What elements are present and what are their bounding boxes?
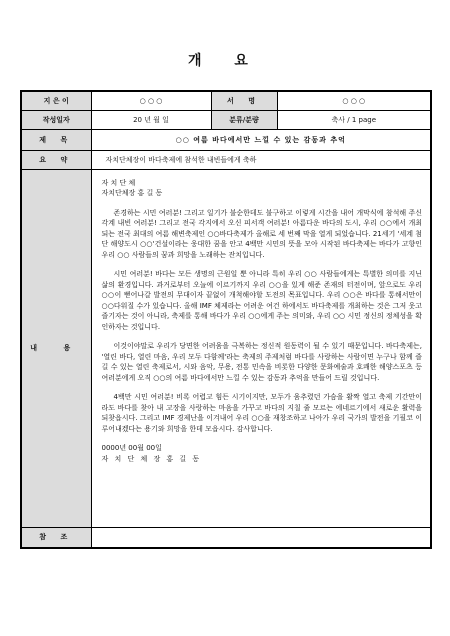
subject-value[interactable]: ○○ 여름 바다에서만 느낄 수 있는 감동과 추억 — [91, 129, 431, 150]
subject-label: 제 목 — [21, 129, 91, 150]
content-paragraph: 시민 여러분! 바다는 모든 생명의 근원일 뿐 아니라 특히 우리 ○○ 사람들에게는 특별한 의미를 지닌 삶의 환경입니다. 과거로부터 오늘에 이르기까지 우리 ○○을 있게 해준 존재의 터전이며, 앞으로도 우리 ○○이 뻗어나갈 발전의 무대이자 끝없이 개척해야할 도전의 목표입니다. 우리 ○○은 바다를 통해서만이 ○○다워질 수가 있습니다. 올해 IMF 체제라는 어려운 여건 하에서도 바다축제를 개최하는 것은 그저 웃고 즐기자는 것이 아니라, 축제를 통해 바다가 우리 ○○에게 주는 의미와, 우리 ○○ 시민 정신의 정체성을 확인하자는 것입니다. — [101, 270, 422, 331]
content-paragraph: 이것이야말로 우리가 당면한 어려움을 극복하는 정신적 원동력이 될 수 있기 때문입니다. 바다축제는, '열린 바다, 열린 마음, 우리 모두 다함께'라는 축제의 주제처럼 바다를 사랑하는 사람이면 누구나 함께 즐길 수 있는 열린 축제로서, 시와 음악, 무용, 전통 민속을 비롯한 다양한 문화예술과 호쾌한 해양스포츠 등 여러분에게 오직 ○○의 여름 바다에서만 느낄 수 있는 감동과 추억을 만들어 드릴 것입니다. — [101, 342, 422, 382]
summary-label: 요 약 — [21, 150, 91, 169]
content-body[interactable] — [91, 169, 431, 527]
author-row — [21, 91, 431, 110]
date-label: 작성일자 — [21, 110, 91, 129]
subject-row — [21, 129, 431, 150]
author-label: 지 은 이 — [21, 91, 91, 110]
date-line: 0000년 00월 00일 — [101, 444, 162, 452]
summary-value[interactable]: 자치단체장이 바다축제에 참석한 내빈들에게 축하 — [91, 150, 431, 169]
reference-label: 참 조 — [21, 527, 91, 548]
content-paragraph: 존경하는 시민 여러분! 그리고 일기가 불순한데도 불구하고 이렇게 시간을 내어 개막식에 참석해 주신 각계 내빈 여러분! 그리고 전국 각지에서 오신 피서객 여러분! 아름다운 바다의 도시, 우리 ○○에서 개최되는 전국 최대의 여름 해변축제인 ○○바다축제가 올해로 세 번째 막을 열게 되었습니다. 21세기 '세계 첨단 해양도시 ○○'건설이라는 웅대한 꿈을 안고 4백만 시민의 뜻을 모아 시작된 바다축제는 바다가 고향인 우리 ○○ 사람들의 꿈과 희망을 노래하는 잔치입니다. — [101, 208, 422, 259]
reference-row — [21, 527, 431, 548]
content-label: 내 용 — [21, 169, 91, 527]
reference-value[interactable] — [91, 527, 431, 548]
page-title: 개 요 — [188, 53, 262, 69]
summary-row — [21, 150, 431, 169]
date-value[interactable]: 20 년 월 일 — [91, 110, 211, 129]
content-paragraph: 4백만 시민 여러분! 비록 어렵고 힘든 시기이지만, 모두가 움추렸던 가슴을 활짝 열고 축제 기간만이라도 바다를 찾아 내 고장을 사랑하는 마음을 가꾸고 바다의 지칠 줄 모르는 에네르기에서 새로운 활력을 되찾읍시다. 그리고 IMF 경제난을 이겨내어 우리 ○○을 재창조하고 나아가 우리 국가의 발전을 기필코 이루어내겠다는 용기와 희망을 한데 모읍시다. 감사합니다. — [101, 393, 422, 433]
category-value[interactable]: 축사 / 1 page — [277, 110, 431, 129]
greeting-line: 자 치 단 체 — [101, 178, 136, 187]
greeting-line: 자치단체장 홍 길 동 — [101, 189, 163, 197]
signature-value[interactable]: ○ ○ ○ — [277, 91, 431, 110]
signature-label: 서 명 — [211, 91, 277, 110]
overview-form — [20, 90, 432, 549]
category-label: 분류/분량 — [211, 110, 277, 129]
closing-signature: 자 치 단 체 장 홍 길 동 — [101, 454, 202, 463]
date-row — [21, 110, 431, 129]
content-row — [21, 169, 431, 527]
author-value[interactable]: ○ ○ ○ — [91, 91, 211, 110]
